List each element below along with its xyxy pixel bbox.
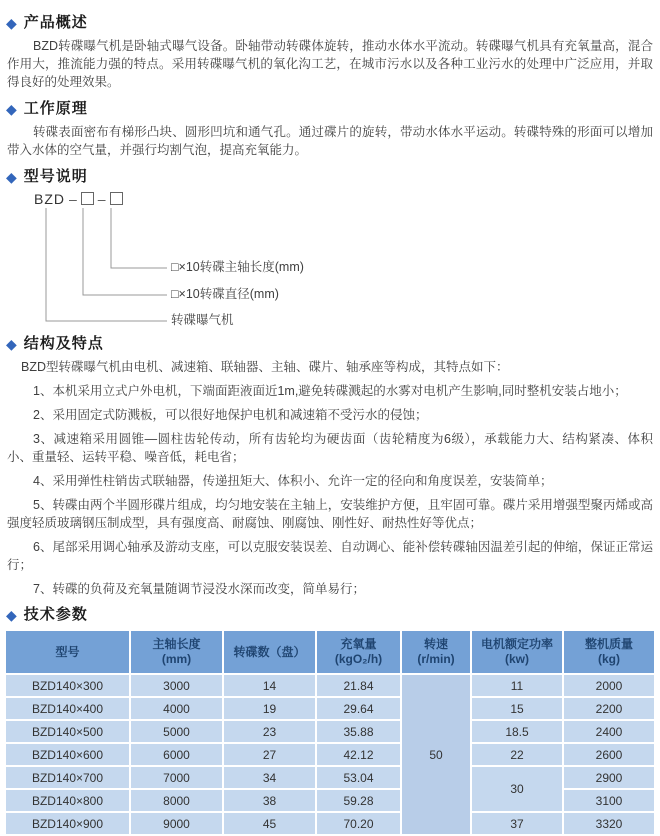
section-title-principle: 工作原理: [23, 100, 88, 117]
table-row: [5, 812, 655, 835]
cell-discs: 14: [223, 674, 316, 697]
feature-item-2: 2、采用固定式防溅板，可以很好地保护电机和减速箱不受污水的侵蚀；: [33, 408, 428, 422]
placeholder-box-icon: [110, 192, 123, 205]
cell-speed-merged: 50: [401, 674, 471, 835]
cell-shaft: 6000: [130, 743, 223, 766]
diamond-icon: ◆: [6, 607, 17, 623]
section-header-overview: [6, 14, 656, 32]
cell-oxygen: 59.28: [316, 789, 401, 812]
cell-discs: 34: [223, 766, 316, 789]
model-label-shaft-length: □×10转碟主轴长度(mm): [171, 260, 304, 274]
cell-oxygen: 53.04: [316, 766, 401, 789]
dash-separator: –: [97, 191, 106, 207]
section-header-features: [6, 335, 656, 353]
cell-model: BZD140×300: [5, 674, 130, 697]
feature-item-5: 5、转碟由两个半圆形碟片组成，均匀地安装在主轴上，安装维护方便，且牢固可靠。碟片采用增强型聚丙烯或高强度轻质玻璃钢压制成型，具有强度高、耐腐蚀、刚腐蚀、刚性好、耐热性好等优点；: [7, 498, 653, 530]
cell-model: BZD140×500: [5, 720, 130, 743]
features-intro: BZD型转碟曝气机由电机、减速箱、联轴器、主轴、碟片、轴承座等构成，其特点如下：: [21, 360, 509, 374]
cell-weight: 2600: [563, 743, 655, 766]
model-label-machine-name: 转碟曝气机: [171, 313, 234, 327]
feature-item-3: 3、减速箱采用圆锥—圆柱齿轮传动，所有齿轮均为硬齿面（齿轮精度为6级），承载能力大、结构紧凑、体积小、重量轻、运转平稳、噪音低，耗电省；: [7, 432, 653, 464]
table-row: [5, 720, 655, 743]
cell-model: BZD140×600: [5, 743, 130, 766]
cell-discs: 23: [223, 720, 316, 743]
table-row: [5, 766, 655, 789]
section-header-specs: [6, 606, 656, 624]
cell-power: 22: [471, 743, 563, 766]
table-row: [5, 743, 655, 766]
cell-power: 37: [471, 812, 563, 835]
feature-item-4: 4、采用弹性柱销齿式联轴器，传递扭矩大、体积小、允许一定的径向和角度误差，安装简单；: [33, 474, 553, 488]
cell-shaft: 4000: [130, 697, 223, 720]
cell-oxygen: 70.20: [316, 812, 401, 835]
cell-oxygen: 42.12: [316, 743, 401, 766]
cell-shaft: 9000: [130, 812, 223, 835]
table-row: [5, 674, 655, 697]
cell-shaft: 5000: [130, 720, 223, 743]
cell-power-merged: 30: [471, 766, 563, 812]
diamond-icon: ◆: [6, 169, 17, 185]
specs-header-row: [5, 630, 655, 674]
diamond-icon: ◆: [6, 15, 17, 31]
cell-weight: 2400: [563, 720, 655, 743]
model-formula: [34, 191, 123, 207]
cell-weight: 2000: [563, 674, 655, 697]
cell-oxygen: 35.88: [316, 720, 401, 743]
cell-power: 18.5: [471, 720, 563, 743]
model-prefix: BZD: [34, 191, 65, 207]
feature-item-7: 7、转碟的负荷及充氧量随调节浸没水深而改变，简单易行；: [33, 582, 365, 596]
section-title-features: 结构及特点: [23, 335, 104, 352]
diamond-icon: ◆: [6, 101, 17, 117]
col-header-speed: 转速 (r/min): [401, 630, 471, 674]
cell-oxygen: 21.84: [316, 674, 401, 697]
cell-model: BZD140×700: [5, 766, 130, 789]
overview-body: BZD转碟曝气机是卧轴式曝气设备。卧轴带动转碟体旋转，推动水体水平流动。转碟曝气机具有充氧量高，混合作用大，推流能力强的特点。采用转碟曝气机的氧化沟工艺，在城市污水以及各种工业污水的处理中广泛应用，并取得良好的处理效果。: [7, 39, 653, 89]
col-header-oxygen: 充氧量 (kgO₂/h): [316, 630, 401, 674]
cell-oxygen: 29.64: [316, 697, 401, 720]
col-header-weight: 整机质量 (kg): [563, 630, 655, 674]
placeholder-box-icon: [81, 192, 94, 205]
cell-shaft: 3000: [130, 674, 223, 697]
section-title-model: 型号说明: [23, 168, 88, 185]
section-title-overview: 产品概述: [23, 14, 88, 31]
cell-discs: 19: [223, 697, 316, 720]
model-code-diagram: [4, 191, 656, 327]
col-header-model: 型号: [5, 630, 130, 674]
model-connector-lines: [4, 191, 660, 327]
col-header-disc-count: 转碟数（盘）: [223, 630, 316, 674]
cell-power: 15: [471, 697, 563, 720]
feature-item-1: 1、本机采用立式户外电机，下端面距液面近1m,避免转碟溅起的水雾对电机产生影响,同时整机安装占地小；: [33, 384, 627, 398]
model-label-disc-diameter: □×10转碟直径(mm): [171, 287, 279, 301]
principle-body: 转碟表面密布有梯形凸块、圆形凹坑和通气孔。通过碟片的旋转，带动水体水平运动。转碟特殊的形面可以增加带入水体的空气量，并强行均割气泡，提高充氧能力。: [7, 125, 653, 157]
diamond-icon: ◆: [6, 336, 17, 352]
cell-discs: 45: [223, 812, 316, 835]
cell-power: 11: [471, 674, 563, 697]
col-header-shaft-length: 主轴长度 (mm): [130, 630, 223, 674]
cell-shaft: 7000: [130, 766, 223, 789]
cell-weight: 3320: [563, 812, 655, 835]
section-title-specs: 技术参数: [23, 606, 88, 623]
cell-model: BZD140×800: [5, 789, 130, 812]
col-header-motor-power: 电机额定功率 (kw): [471, 630, 563, 674]
section-header-principle: [6, 100, 656, 118]
cell-model: BZD140×400: [5, 697, 130, 720]
cell-weight: 3100: [563, 789, 655, 812]
cell-discs: 38: [223, 789, 316, 812]
dash-separator: –: [69, 191, 77, 207]
cell-discs: 27: [223, 743, 316, 766]
cell-weight: 2200: [563, 697, 655, 720]
table-row: [5, 697, 655, 720]
cell-model: BZD140×900: [5, 812, 130, 835]
section-header-model: [6, 168, 656, 186]
cell-weight: 2900: [563, 766, 655, 789]
feature-item-6: 6、尾部采用调心轴承及游动支座，可以克服安装误差、自动调心、能补偿转碟轴因温差引起的伸缩，保证正常运行；: [7, 540, 653, 572]
cell-shaft: 8000: [130, 789, 223, 812]
